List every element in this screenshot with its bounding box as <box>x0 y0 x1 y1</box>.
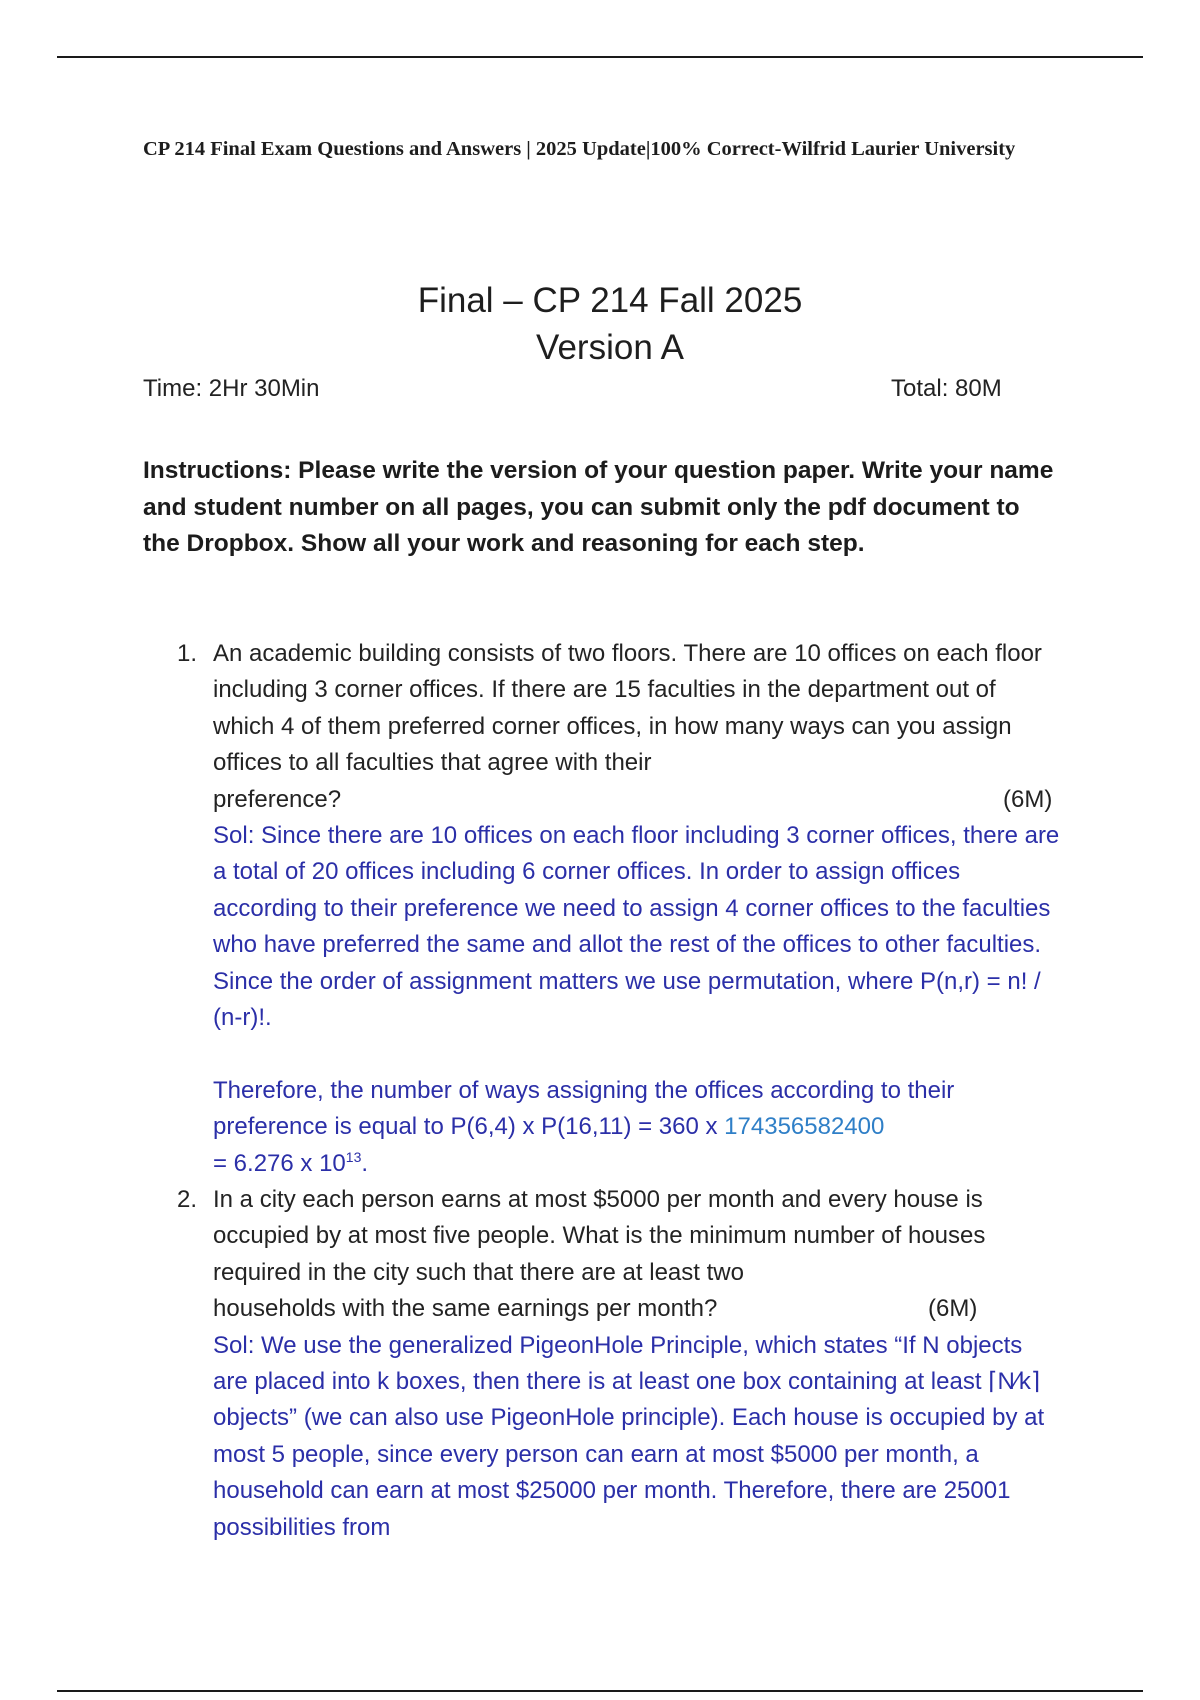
exam-total-marks: Total: 80M <box>891 375 1002 402</box>
question-text-end: households with the same earnings per month? <box>213 1295 718 1323</box>
exam-time: Time: 2Hr 30Min <box>143 375 320 402</box>
solution-conclusion <box>213 1073 1063 1182</box>
solution-end: . <box>361 1149 369 1177</box>
solution-text: Sol: We use the generalized PigeonHole Principle, which states “If N objects are placed into k boxes, then there is at least one box containing at least ⌈N∕k⌉ objects” (we can also use PigeonHole principle). Each house is occupied by at most 5 people, since every person can earn at most $5000 per month, a household can earn at most $25000 per month. Therefore, there are 25001 possibilities from <box>213 1331 1045 1541</box>
question-marks: (6M) <box>1003 785 1053 813</box>
solution-conclusion-text: Therefore, the number of ways assigning the offices according to their preference is equal to P(6,4) x P(16,11) = 360 x <box>213 1076 955 1141</box>
question-number: 1. <box>177 640 198 667</box>
solution-result: = 6.276 x 10 <box>213 1149 346 1177</box>
solution-spacer <box>213 1036 1063 1072</box>
question-1 <box>213 636 1063 1182</box>
exam-version: Version A <box>536 328 684 367</box>
instructions: Instructions: Please write the version of your question paper. Write your name and student number on all pages, you can submit only the pdf document to the Dropbox. Show all your work and reasoning for each step. <box>143 457 1054 557</box>
solution-exponent: 13 <box>345 1148 362 1165</box>
solution-text: Sol: Since there are 10 offices on each floor including 3 corner offices, there are a total of 20 offices including 6 corner offices. In order to assign offices according to their preference we need to assign 4 corner offices to the faculties who have preferred the same and allot the rest of the offices to other faculties. Since the order of assignment matters we use permutation, where P(n,r) = n! / (n-r)!. <box>213 822 1060 1032</box>
exam-title: Final – CP 214 Fall 2025 <box>417 281 803 320</box>
bottom-rule <box>57 1690 1143 1692</box>
question-text: In a city each person earns at most $5000 per month and every house is occupied by at most five people. What is the minimum number of houses required in the city such that there are at least two <box>213 1186 986 1286</box>
question-last-line <box>213 782 1063 818</box>
solution-large-number: 174356582400 <box>724 1113 885 1141</box>
document-header: CP 214 Final Exam Questions and Answers | 2025 Update|100% Correct-Wilfrid Laurier University <box>143 138 1016 160</box>
question-text: An academic building consists of two floors. There are 10 offices on each floor including 3 corner offices. If there are 15 faculties in the department out of which 4 of them preferred corner offices, in how many ways can you assign offices to all faculties that agree with their <box>213 640 1042 777</box>
question-text-end: preference? <box>213 785 342 813</box>
question-number: 2. <box>177 1186 198 1213</box>
top-rule <box>57 56 1143 58</box>
question-2 <box>213 1182 1063 1546</box>
question-last-line <box>213 1291 1063 1327</box>
question-marks: (6M) <box>928 1295 978 1323</box>
